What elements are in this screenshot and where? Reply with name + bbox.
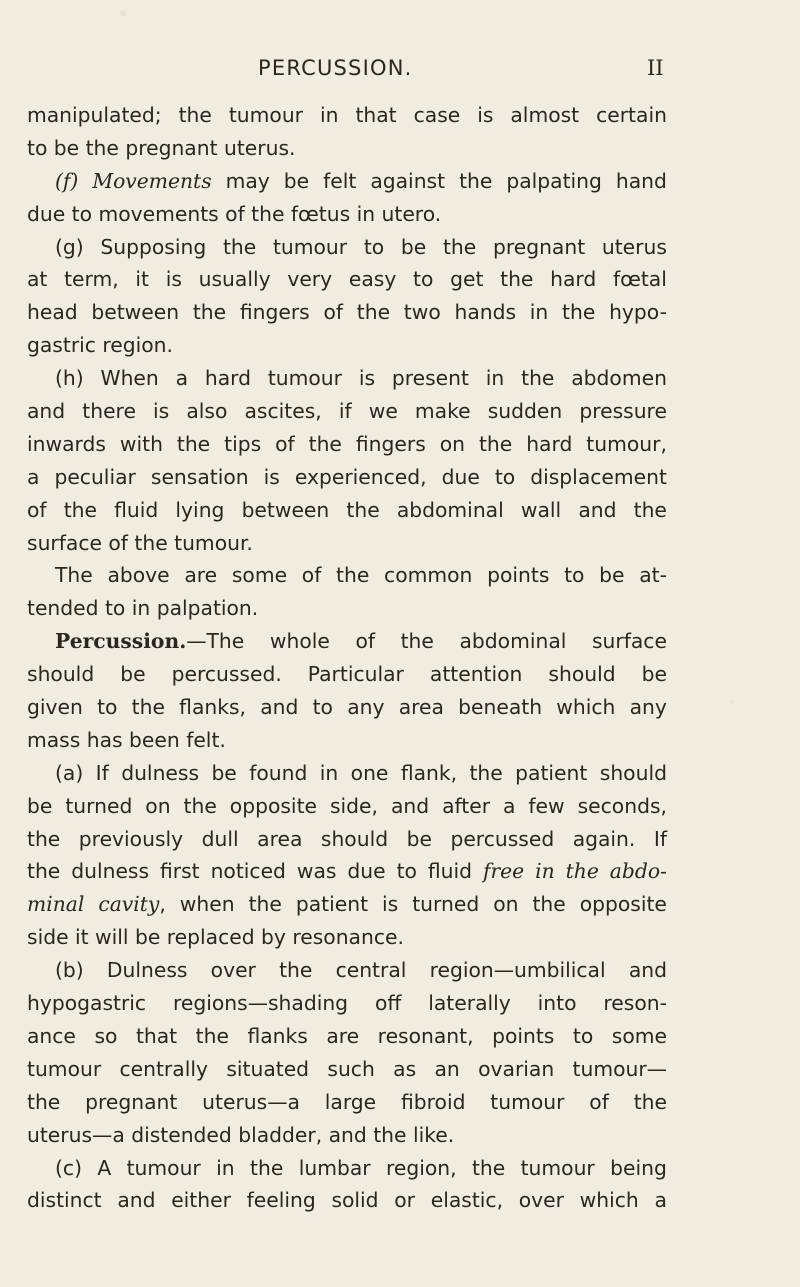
text-line — [27, 790, 667, 823]
text-word: the — [178, 103, 212, 127]
text-word: previously — [78, 826, 184, 851]
text-word: flanks — [247, 1023, 308, 1048]
text-word: the — [565, 859, 599, 884]
text-word: to — [494, 464, 516, 489]
text-word: against — [370, 168, 446, 193]
text-word: in — [319, 103, 339, 127]
text-word: one — [350, 760, 389, 785]
text-word: hypo- — [609, 300, 667, 325]
text-word: displacement — [530, 464, 667, 489]
text-line — [27, 823, 667, 856]
text-word: Percussion. — [55, 629, 187, 654]
text-word: to — [312, 695, 333, 720]
text-word: above — [107, 563, 170, 588]
text-line — [27, 165, 667, 198]
text-word: hand — [615, 168, 667, 193]
text-word: surface — [591, 629, 667, 654]
text-line — [27, 395, 667, 428]
text-word: some — [231, 563, 288, 588]
text-line — [27, 1152, 667, 1185]
text-word: tumour — [272, 234, 348, 259]
text-word: is — [153, 399, 170, 424]
text-word: to — [564, 563, 585, 588]
text-word: When — [100, 366, 159, 391]
text-line — [27, 559, 667, 592]
text-word: hands — [454, 300, 517, 325]
text-word: some — [611, 1023, 667, 1048]
text-word: in — [529, 300, 549, 325]
text-word: tumour — [126, 1155, 201, 1180]
text-word: the — [27, 1089, 61, 1114]
text-word: (h) — [55, 366, 84, 391]
text-word: and — [578, 497, 617, 522]
text-word: and — [628, 958, 667, 983]
text-word: with — [119, 431, 163, 456]
text-segment: to be the pregnant uterus. — [27, 135, 296, 160]
text-word: cavity — [98, 892, 160, 917]
text-word: very — [287, 267, 333, 292]
text-word: head — [27, 300, 78, 325]
text-word: there — [82, 399, 136, 424]
text-word: the — [459, 168, 493, 193]
text-word: turned — [65, 793, 133, 818]
text-word: percussed — [450, 826, 555, 851]
text-word: tips — [224, 431, 262, 456]
text-word: opposite — [579, 892, 667, 917]
text-word: hard — [526, 431, 573, 456]
text-word: the — [336, 563, 370, 588]
text-segment: surface of the tumour. — [27, 530, 253, 555]
text-word: at- — [639, 563, 667, 588]
text-word: such — [327, 1056, 375, 1081]
text-line — [27, 231, 667, 264]
text-word: the — [250, 1155, 284, 1180]
text-segment: uterus—a distended bladder, and the like. — [27, 1122, 455, 1147]
text-word: we — [368, 399, 398, 424]
text-segment: side it will be replaced by resonance. — [27, 925, 404, 950]
text-line — [27, 592, 667, 625]
text-word: of — [355, 629, 375, 654]
text-word: on — [493, 892, 519, 917]
text-word: tumour — [490, 1089, 565, 1114]
text-word: felt — [323, 168, 357, 193]
text-word: the — [222, 234, 257, 259]
text-line — [27, 1184, 667, 1217]
text-word: hard — [204, 366, 251, 391]
text-line — [27, 263, 667, 296]
text-word: the — [63, 497, 97, 522]
text-word: turned — [412, 892, 480, 917]
text-word: which — [556, 695, 616, 720]
text-word: term, — [64, 267, 119, 292]
text-word: between — [91, 300, 180, 325]
text-word: any — [629, 695, 667, 720]
text-word: the — [633, 497, 667, 522]
text-word: almost — [510, 103, 580, 127]
text-word: solid — [331, 1188, 379, 1213]
text-word: situated — [226, 1056, 310, 1081]
text-word: two — [403, 300, 441, 325]
text-word: Percussion.—The — [55, 625, 244, 658]
text-word: or — [394, 1188, 416, 1213]
text-line — [27, 329, 667, 362]
text-line — [27, 428, 667, 461]
text-word: points — [492, 1023, 555, 1048]
text-word: (g) — [55, 234, 84, 259]
text-line — [27, 527, 667, 560]
text-line — [27, 658, 667, 691]
text-word: either — [171, 1188, 231, 1213]
text-segment: due to movements of the fœtus in utero. — [27, 201, 442, 226]
text-word: (b) — [55, 958, 84, 983]
text-word: when — [179, 892, 235, 917]
text-word: any — [347, 695, 385, 720]
text-word: found — [249, 760, 308, 785]
text-line — [27, 855, 667, 888]
text-word: hypogastric — [27, 991, 147, 1016]
text-word: Particular — [307, 662, 404, 687]
text-line — [27, 1086, 667, 1119]
text-line — [27, 296, 667, 329]
text-word: pregnant — [492, 234, 586, 259]
text-word: given — [27, 695, 83, 720]
text-word: the — [356, 300, 391, 325]
text-word: is — [477, 103, 494, 127]
text-word: being — [610, 1155, 667, 1180]
text-word: fibroid — [401, 1089, 466, 1114]
text-word: the — [248, 892, 282, 917]
text-word: large — [324, 1089, 377, 1114]
text-word: resonant, — [377, 1023, 474, 1048]
text-word: after — [442, 793, 491, 818]
text-word: to — [363, 234, 385, 259]
text-word: present — [391, 366, 469, 391]
text-word: and — [390, 793, 430, 818]
text-word: attention — [429, 662, 523, 687]
text-word: (f) — [55, 168, 79, 193]
text-word: over — [210, 958, 256, 983]
text-word: are — [184, 563, 218, 588]
text-word: of — [589, 1089, 609, 1114]
text-word: patient — [515, 760, 588, 785]
text-line — [27, 99, 667, 132]
text-word: flanks, — [179, 695, 246, 720]
text-word: ovarian — [478, 1056, 555, 1081]
text-word: the — [308, 431, 342, 456]
text-word: and — [27, 399, 66, 424]
text-word: is — [382, 892, 399, 917]
text-word: opposite — [229, 793, 317, 818]
paper-spot — [730, 700, 734, 704]
text-word: area — [257, 826, 303, 851]
text-word: over — [518, 1188, 564, 1213]
text-word: hard — [550, 267, 597, 292]
text-word: tumour — [228, 103, 304, 127]
text-word: the — [346, 497, 380, 522]
text-word: elastic, — [430, 1188, 504, 1213]
text-word: uterus—a — [202, 1089, 300, 1114]
running-head: PERCUSSION. — [258, 56, 413, 80]
text-word: of — [323, 300, 344, 325]
text-word: a — [175, 366, 189, 391]
text-word: in — [485, 366, 505, 391]
text-word: the — [562, 300, 596, 325]
text-word: the — [442, 234, 477, 259]
text-line — [27, 954, 667, 987]
text-word: into — [537, 991, 577, 1016]
text-word: wall — [520, 497, 562, 522]
body-text — [27, 99, 667, 1217]
text-word: Movements — [92, 168, 212, 193]
text-word: be — [120, 662, 146, 687]
text-word: which — [579, 1188, 639, 1213]
text-word: be — [599, 563, 625, 588]
text-word: the — [27, 859, 61, 884]
text-word: abdominal — [459, 629, 567, 654]
text-word: a — [654, 1188, 667, 1213]
text-word: make — [414, 399, 471, 424]
text-word: central — [335, 958, 407, 983]
text-word: so — [94, 1023, 118, 1048]
text-word: should — [27, 662, 95, 687]
text-word: uterus — [601, 234, 667, 259]
text-word: to — [413, 267, 434, 292]
text-word: (c) — [55, 1155, 82, 1180]
text-segment: gastric region. — [27, 333, 173, 358]
text-word: off — [374, 991, 402, 1016]
text-word: palpating — [506, 168, 602, 193]
text-word: the — [532, 892, 566, 917]
text-word: of — [275, 431, 295, 456]
text-word: cavity, — [98, 888, 165, 921]
text-word: due — [441, 464, 480, 489]
text-word: be — [27, 793, 53, 818]
text-word: may — [225, 168, 270, 193]
text-line — [27, 198, 667, 231]
text-word: it — [135, 267, 150, 292]
text-word: free — [482, 859, 525, 884]
text-word: few — [528, 793, 565, 818]
text-word: a — [27, 464, 40, 489]
text-word: abdominal — [396, 497, 504, 522]
text-word: manipulated; — [27, 103, 162, 127]
text-word: Supposing — [100, 234, 207, 259]
text-line — [27, 724, 667, 757]
text-line — [27, 691, 667, 724]
text-word: If — [95, 760, 109, 785]
text-line — [27, 888, 667, 921]
text-word: should — [548, 662, 616, 687]
text-word: in — [535, 859, 555, 884]
text-line — [27, 1119, 667, 1152]
text-word: the — [195, 1023, 229, 1048]
text-word: get — [450, 267, 484, 292]
text-word: if — [338, 399, 352, 424]
text-word: are — [326, 1023, 360, 1048]
text-word: in — [319, 760, 339, 785]
text-word: A — [97, 1155, 112, 1180]
text-line — [27, 987, 667, 1020]
text-word: in — [216, 1155, 235, 1180]
text-word: easy — [348, 267, 397, 292]
text-word: usually — [198, 267, 271, 292]
text-word: Dulness — [106, 958, 188, 983]
text-word: the — [521, 366, 555, 391]
text-line — [27, 362, 667, 395]
text-word: on — [439, 431, 465, 456]
text-word: the — [183, 793, 217, 818]
text-word: the — [478, 431, 513, 456]
text-word: feeling — [246, 1188, 316, 1213]
text-line — [27, 132, 667, 165]
text-word: seconds, — [577, 793, 667, 818]
text-word: of — [301, 563, 322, 588]
text-line — [27, 757, 667, 790]
text-word: tumour— — [572, 1056, 667, 1081]
text-word: due — [347, 859, 386, 884]
text-word: abdomen — [571, 366, 667, 391]
text-word: peculiar — [54, 464, 136, 489]
text-word: fœtal — [612, 267, 667, 292]
text-word: is — [263, 464, 280, 489]
text-word: that — [135, 1023, 178, 1048]
text-word: experienced, — [294, 464, 427, 489]
text-word: of — [27, 497, 47, 522]
text-word: the — [176, 431, 211, 456]
text-word: lumbar — [298, 1155, 371, 1180]
text-word: be — [641, 662, 667, 687]
text-word: the — [471, 1155, 506, 1180]
text-segment: mass has been felt. — [27, 727, 226, 752]
text-word: If — [653, 826, 667, 851]
text-word: on — [145, 793, 171, 818]
text-word: and — [117, 1188, 156, 1213]
text-word: abdo- — [609, 859, 667, 884]
text-word: patient — [295, 892, 369, 917]
text-word: that — [355, 103, 397, 127]
text-word: fluid — [114, 497, 159, 522]
page-number: II — [647, 56, 664, 80]
text-word: laterally — [428, 991, 511, 1016]
text-word: sudden — [487, 399, 563, 424]
text-word: pregnant — [85, 1089, 178, 1114]
text-word: The — [55, 563, 93, 588]
text-word: the — [279, 958, 313, 983]
text-word: the — [192, 300, 227, 325]
text-word: tumour — [27, 1056, 102, 1081]
text-word: percussed. — [171, 662, 282, 687]
text-word: dull — [201, 826, 239, 851]
text-word: tumour — [520, 1155, 595, 1180]
text-word: tumour — [267, 366, 342, 391]
text-word: region, — [385, 1155, 457, 1180]
text-word: to — [396, 859, 417, 884]
text-word: regions—shading — [172, 991, 349, 1016]
text-word: be — [400, 234, 427, 259]
text-word: inwards — [27, 431, 106, 456]
text-line — [27, 1020, 667, 1053]
text-word: dulness — [71, 859, 150, 884]
text-word: sensation — [150, 464, 249, 489]
paper-spot — [120, 10, 126, 16]
text-word: is — [358, 366, 376, 391]
text-word: first — [160, 859, 200, 884]
text-word: be — [406, 826, 432, 851]
text-word: an — [434, 1056, 460, 1081]
text-word: at — [27, 267, 48, 292]
text-segment: tended to in palpation. — [27, 596, 259, 621]
text-word: (a) — [55, 760, 84, 785]
text-word: fingers — [239, 300, 310, 325]
text-word: reson- — [603, 991, 667, 1016]
text-word: region—umbilical — [429, 958, 606, 983]
text-word: the — [27, 826, 61, 851]
text-word: lying — [175, 497, 225, 522]
text-word: the — [633, 1089, 667, 1114]
text-word: is — [165, 267, 182, 292]
text-line — [27, 625, 667, 658]
text-word: the — [500, 267, 534, 292]
text-word: minal — [27, 892, 85, 917]
text-word: to — [572, 1023, 594, 1048]
text-word: the — [131, 695, 165, 720]
text-word: area — [398, 695, 444, 720]
text-word: be — [283, 168, 310, 193]
text-word: flank, — [400, 760, 458, 785]
text-word: side, — [329, 793, 378, 818]
text-line — [27, 461, 667, 494]
text-word: case — [413, 103, 461, 127]
text-word: dulness — [121, 760, 200, 785]
text-word: between — [241, 497, 330, 522]
text-word: whole — [269, 629, 330, 654]
text-word: the — [400, 629, 434, 654]
text-word: common — [384, 563, 473, 588]
text-word: a — [503, 793, 516, 818]
text-word: again. — [572, 826, 636, 851]
text-word: also — [186, 399, 228, 424]
text-word: ance — [27, 1023, 76, 1048]
text-word: pressure — [579, 399, 667, 424]
text-word: fingers — [355, 431, 426, 456]
text-line — [27, 494, 667, 527]
text-word: beneath — [458, 695, 543, 720]
text-word: tumour, — [586, 431, 667, 456]
text-word: centrally — [119, 1056, 208, 1081]
text-word: fluid — [427, 859, 473, 884]
text-word: the — [469, 760, 503, 785]
text-line — [27, 1053, 667, 1086]
text-word: noticed — [210, 859, 286, 884]
text-word: be — [211, 760, 237, 785]
text-line — [27, 921, 667, 954]
text-word: certain — [596, 103, 667, 127]
text-word: was — [296, 859, 337, 884]
text-word: and — [260, 695, 299, 720]
text-word: should — [320, 826, 389, 851]
text-word: as — [393, 1056, 417, 1081]
text-word: to — [97, 695, 118, 720]
text-word: ascites, — [244, 399, 322, 424]
text-word: should — [599, 760, 667, 785]
text-word: distinct — [27, 1188, 102, 1213]
text-word: points — [487, 563, 550, 588]
